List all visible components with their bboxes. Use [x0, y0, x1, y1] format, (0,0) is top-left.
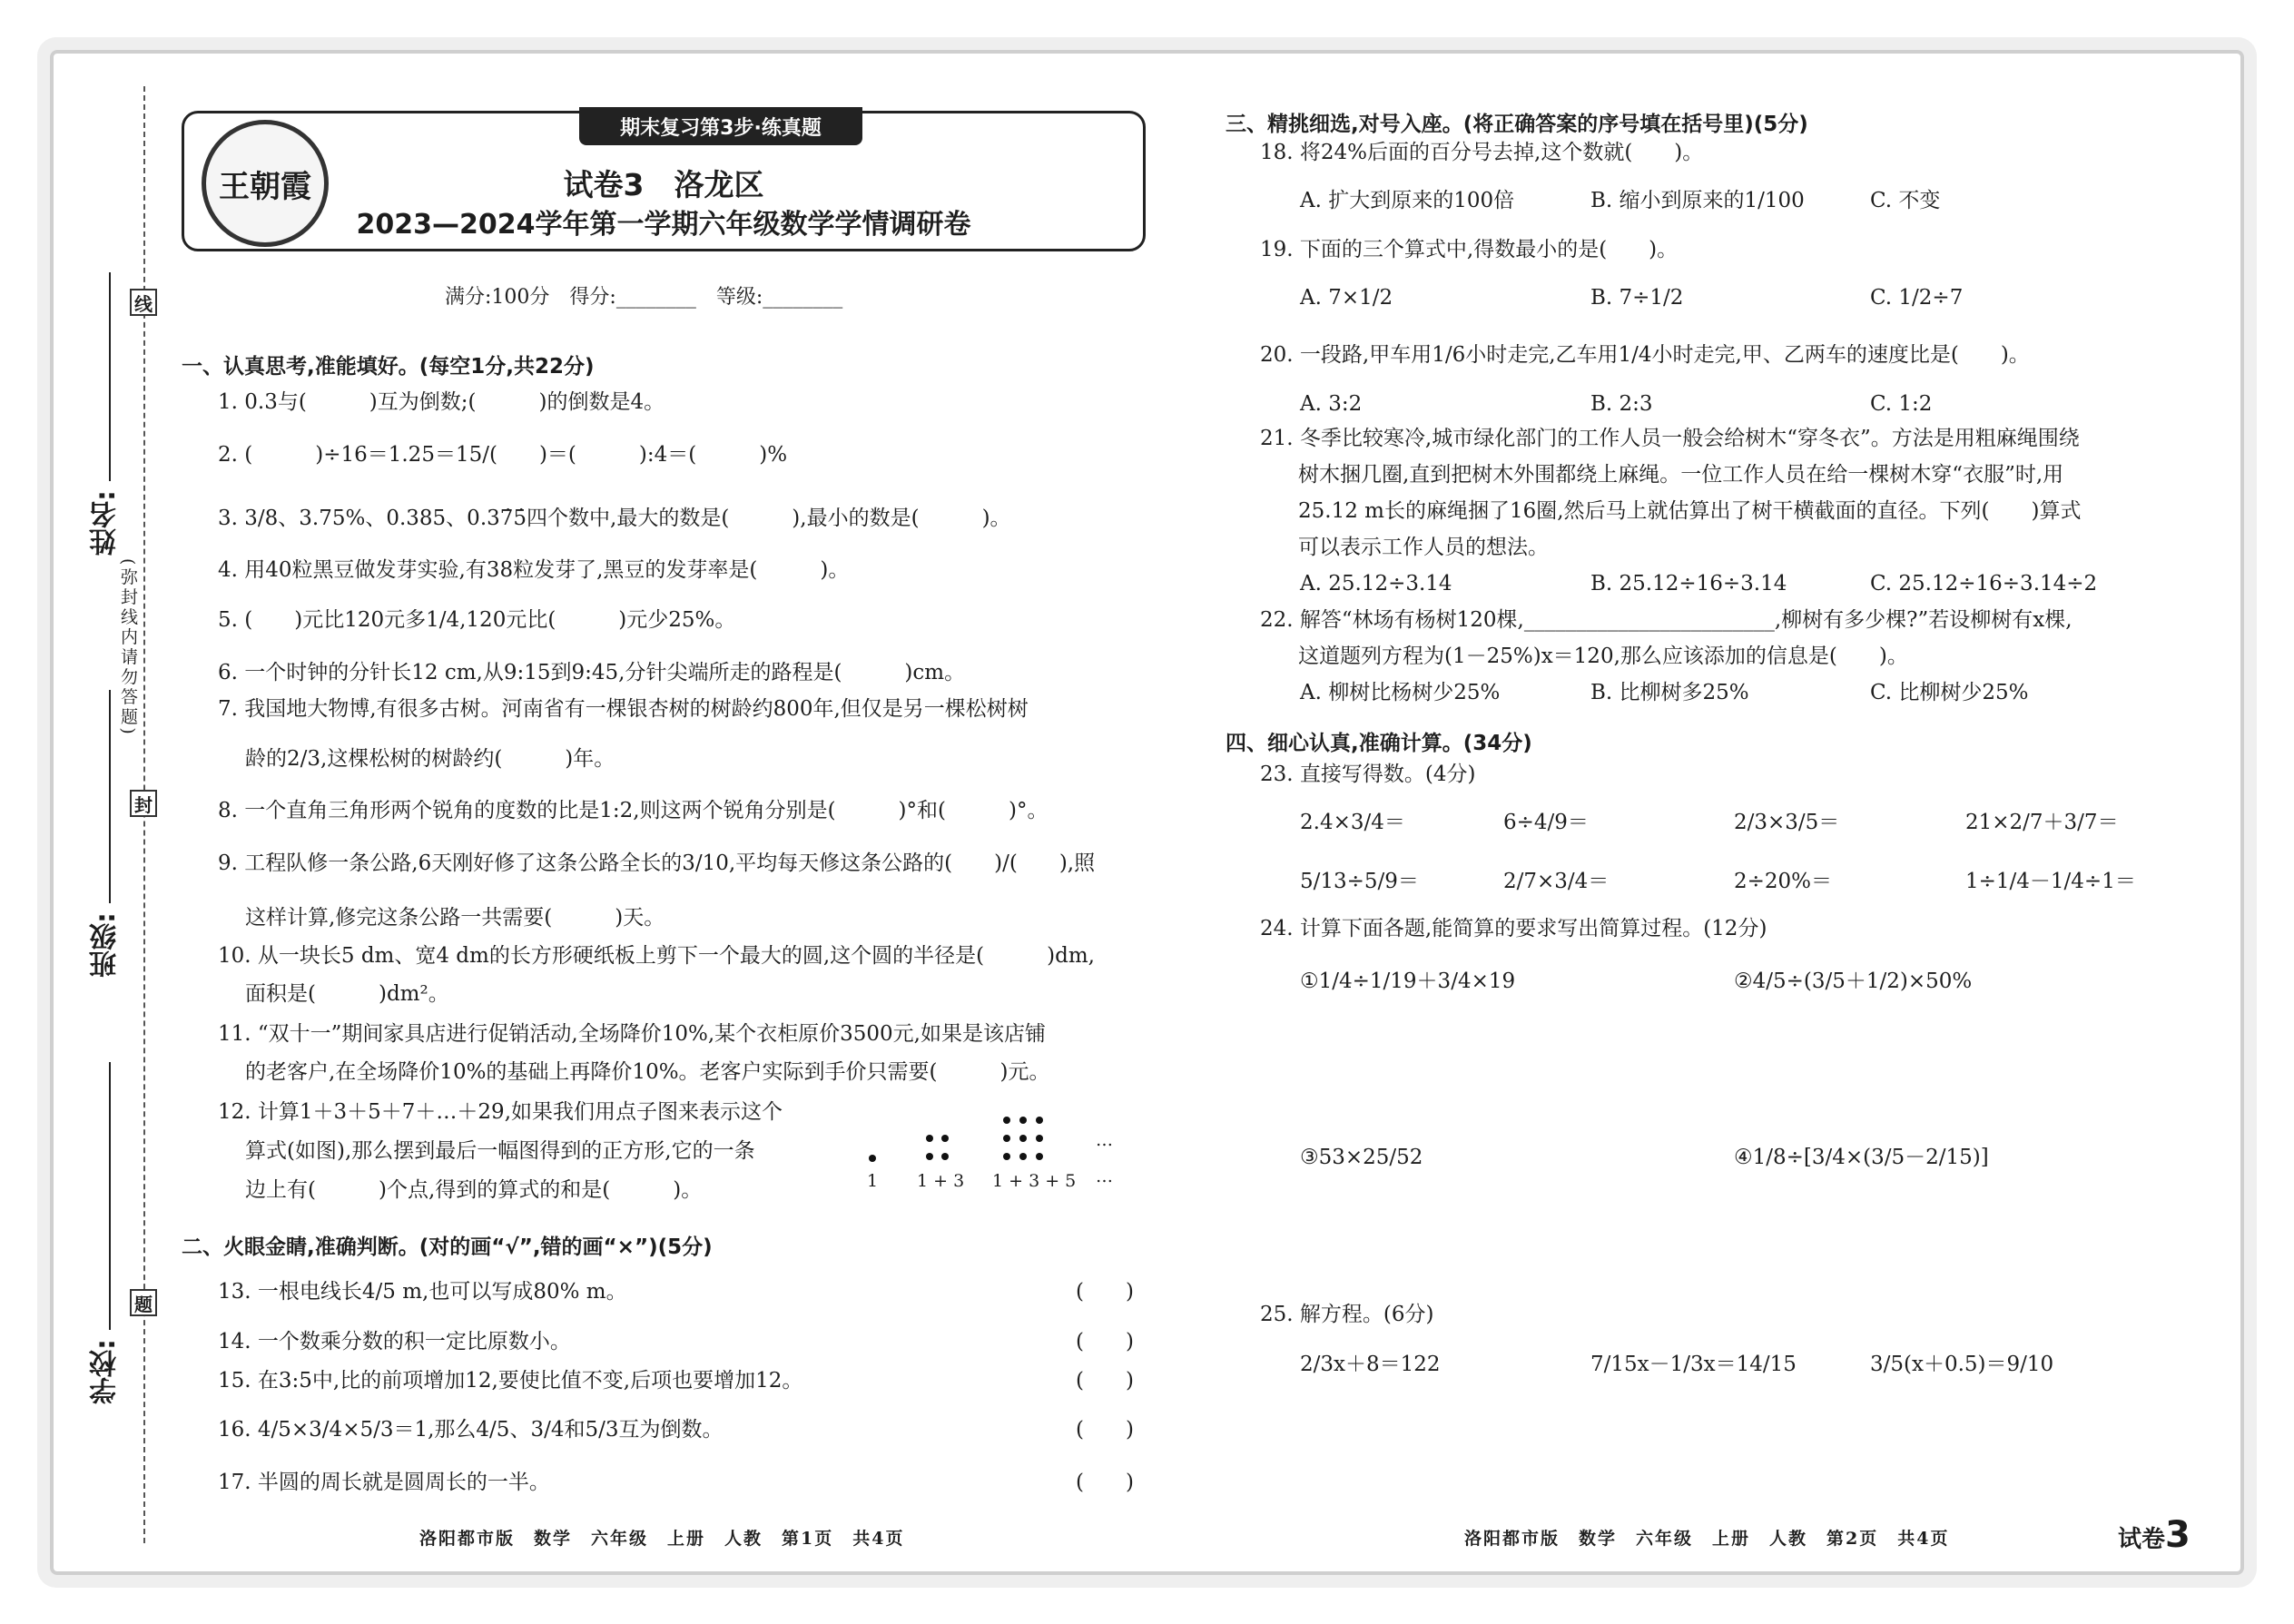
name-line[interactable]: [109, 272, 111, 481]
answer-paren-14[interactable]: ( ): [1076, 1330, 1134, 1353]
question-19: 19. 下面的三个算式中,得数最小的是( )。: [1260, 238, 1679, 261]
question-4: 4. 用40粒黑豆做发芽实验,有38粒发芽了,黑豆的发芽率是( )。: [218, 558, 850, 582]
question-16: 16. 4/5×3/4×5/3＝1,那么4/5、3/4和5/3互为倒数。: [218, 1418, 724, 1442]
q23-item-3: 2/3×3/5＝: [1734, 811, 1840, 834]
dot-label-1: 1: [867, 1171, 879, 1191]
school-line[interactable]: [109, 1062, 111, 1330]
q23-item-2: 6÷4/9＝: [1503, 811, 1589, 834]
dot: [941, 1153, 949, 1160]
q19-option-b: B. 7÷1/2: [1590, 286, 1684, 310]
dot: [1019, 1153, 1027, 1160]
question-22-line-1: 22. 解答“林场有杨树120棵,________________________,柳树有多少棵?”若设柳树有x棵,: [1260, 608, 2072, 632]
dot: [1036, 1153, 1043, 1160]
q23-item-7: 2÷20%＝: [1734, 870, 1833, 893]
seal-note: (弥封线内请勿答题): [118, 558, 138, 737]
page-2-footer: 洛阳都市版 数学 六年级 上册 人教 第2页 共4页: [1464, 1529, 1950, 1549]
dot: [1019, 1117, 1027, 1124]
question-1: 1. 0.3与( )互为倒数;( )的倒数是4。: [218, 390, 665, 414]
question-6: 6. 一个时钟的分针长12 cm,从9:15到9:45,分针尖端所走的路程是( )cm。: [218, 661, 966, 684]
q18-option-c: C. 不变: [1870, 189, 1941, 212]
q22-option-c: C. 比柳树少25%: [1870, 681, 2029, 704]
dot: [1019, 1135, 1027, 1142]
question-7-line-1: 7. 我国地大物博,有很多古树。河南省有一棵银杏树的树龄约800年,但仅是另一棵松树树: [218, 697, 1029, 721]
dot: [926, 1135, 933, 1142]
paper-number-value: 3: [2165, 1514, 2191, 1556]
question-21-line-4: 可以表示工作人员的想法。: [1298, 536, 1549, 559]
exam-subtitle: 2023—2024学年第一学期六年级数学学情调研卷: [356, 209, 971, 241]
feng-mark: 封: [130, 790, 157, 817]
question-21-line-3: 25.12 m长的麻绳捆了16圈,然后马上就估算出了树干横截面的直径。下列( )算式: [1298, 499, 2082, 523]
section-3-title: 三、精挑细选,对号入座。(将正确答案的序号填在括号里)(5分): [1226, 113, 1808, 136]
q18-option-b: B. 缩小到原来的1/100: [1590, 189, 1805, 212]
question-18: 18. 将24%后面的百分号去掉,这个数就( )。: [1260, 141, 1704, 164]
dot: [1003, 1153, 1010, 1160]
question-10-line-2: 面积是( )dm²。: [245, 982, 449, 1006]
q23-item-6: 2/7×3/4＝: [1503, 870, 1610, 893]
question-3: 3. 3/8、3.75%、0.385、0.37̇5̇四个数中,最大的数是( ),最小的数是( )。: [218, 507, 1011, 530]
paper-label: 试卷: [2118, 1526, 2166, 1553]
class-label: 班级:: [90, 912, 122, 978]
question-11-line-2: 的老客户,在全场降价10%的基础上再降价10%。老客户实际到手价只需要( )元。: [245, 1060, 1050, 1084]
name-label: 姓名:: [90, 490, 122, 556]
section-1-title: 一、认真思考,准能填好。(每空1分,共22分): [182, 355, 595, 379]
q25-item-2: 7/15x－1/3x＝14/15: [1590, 1353, 1797, 1376]
dot: [869, 1155, 876, 1162]
hao-mark: 题: [130, 1289, 157, 1316]
q24-item-1: ①1/4÷1/19＋3/4×19: [1300, 969, 1516, 993]
question-8: 8. 一个直角三角形两个锐角的度数的比是1:2,则这两个锐角分别是( )°和( )°。: [218, 799, 1049, 822]
q25-item-1: 2/3x＋8＝122: [1300, 1353, 1441, 1376]
section-4-title: 四、细心认真,准确计算。(34分): [1226, 732, 1532, 755]
q20-option-c: C. 1:2: [1870, 392, 1933, 416]
publisher-logo: 王朝霞: [202, 120, 329, 247]
question-2: 2. ( )÷16＝1.25＝15/( )＝( ):4＝( )%: [218, 443, 788, 467]
answer-paren-17[interactable]: ( ): [1076, 1471, 1134, 1494]
class-line[interactable]: [109, 690, 111, 903]
question-9-line-1: 9. 工程队修一条公路,6天刚好修了这条公路全长的3/10,平均每天修这条公路的( )/( ),照: [218, 851, 1096, 875]
question-13: 13. 一根电线长4/5 m,也可以写成80% m。: [218, 1280, 627, 1304]
paper-number: [2118, 1514, 2191, 1556]
dot-label-3: 1 + 3 + 5: [992, 1171, 1077, 1191]
q25-item-3: 3/5(x＋0.5)＝9/10: [1870, 1353, 2054, 1376]
question-23: 23. 直接写得数。(4分): [1260, 763, 1476, 786]
exam-title: 试卷3 洛龙区: [563, 167, 764, 202]
q23-item-8: 1÷1/4－1/4÷1＝: [1965, 870, 2136, 893]
question-21-line-1: 21. 冬季比较寒冷,城市绿化部门的工作人员一般会给树木“穿冬衣”。方法是用粗麻绳围绕: [1260, 427, 2080, 450]
dot-label-2: 1 + 3: [917, 1171, 965, 1191]
dot: [1036, 1117, 1043, 1124]
question-11-line-1: 11. “双十一”期间家具店进行促销活动,全场降价10%,某个衣柜原价3500元,如果是该店铺: [218, 1022, 1046, 1046]
dot: [1003, 1117, 1010, 1124]
question-5: 5. ( )元比120元多1/4,120元比( )元少25%。: [218, 608, 736, 632]
answer-paren-15[interactable]: ( ): [1076, 1369, 1134, 1393]
question-7-line-2: 龄的2/3,这棵松树的树龄约( )年。: [245, 747, 615, 771]
dot: [941, 1135, 949, 1142]
question-21-line-2: 树木捆几圈,直到把树木外围都绕上麻绳。一位工作人员在给一棵树木穿“衣服”时,用: [1298, 463, 2064, 487]
dot: [1003, 1135, 1010, 1142]
question-20: 20. 一段路,甲车用1/6小时走完,乙车用1/4小时走完,甲、乙两车的速度比是( )。: [1260, 343, 2030, 367]
q21-option-a: A. 25.12÷3.14: [1300, 572, 1452, 595]
dot: [1036, 1135, 1043, 1142]
q21-option-b: B. 25.12÷16÷3.14: [1590, 572, 1787, 595]
question-24: 24. 计算下面各题,能简算的要求写出简算过程。(12分): [1260, 917, 1767, 940]
q20-option-a: A. 3:2: [1300, 392, 1363, 416]
q18-option-a: A. 扩大到原来的100倍: [1300, 189, 1515, 212]
question-12-line-3: 边上有( )个点,得到的算式的和是( )。: [245, 1178, 703, 1202]
question-17: 17. 半圆的周长就是圆周长的一半。: [218, 1471, 550, 1494]
q23-item-4: 21×2/7＋3/7＝: [1965, 811, 2119, 834]
dot: [926, 1153, 933, 1160]
dot-ellipsis-2: …: [1096, 1166, 1113, 1186]
q24-item-2: ②4/5÷(3/5＋1/2)×50%: [1734, 969, 1973, 993]
step-badge: 期末复习第3步·练真题: [579, 107, 862, 145]
answer-paren-13[interactable]: ( ): [1076, 1280, 1134, 1304]
question-15: 15. 在3:5中,比的前项增加12,要使比值不变,后项也要增加12。: [218, 1369, 803, 1393]
q23-item-5: 5/13÷5/9＝: [1300, 870, 1419, 893]
question-12-line-1: 12. 计算1＋3＋5＋7＋…＋29,如果我们用点子图来表示这个: [218, 1100, 783, 1124]
q24-item-4: ④1/8÷[3/4×(3/5－2/15)]: [1734, 1146, 1989, 1169]
dot-pattern-figure: [858, 1107, 1130, 1198]
q22-option-a: A. 柳树比杨树少25%: [1300, 681, 1501, 704]
score-line: 满分:100分 得分:________ 等级:________: [445, 286, 843, 309]
q19-option-c: C. 1/2÷7: [1870, 286, 1964, 310]
xian-mark: 线: [130, 289, 157, 316]
school-label: 学校:: [90, 1339, 122, 1404]
question-9-line-2: 这样计算,修完这条公路一共需要( )天。: [245, 906, 665, 930]
question-10-line-1: 10. 从一块长5 dm、宽4 dm的长方形硬纸板上剪下一个最大的圆,这个圆的半径是( )dm,: [218, 944, 1095, 968]
question-25: 25. 解方程。(6分): [1260, 1303, 1434, 1326]
answer-paren-16[interactable]: ( ): [1076, 1418, 1134, 1442]
q20-option-b: B. 2:3: [1590, 392, 1653, 416]
question-12-line-2: 算式(如图),那么摆到最后一幅图得到的正方形,它的一条: [245, 1139, 755, 1163]
q23-item-1: 2.4×3/4＝: [1300, 811, 1405, 834]
question-22-line-2: 这道题列方程为(1－25%)x＝120,那么应该添加的信息是( )。: [1298, 645, 1908, 668]
section-2-title: 二、火眼金睛,准确判断。(对的画“√”,错的画“×”)(5分): [182, 1235, 713, 1259]
q22-option-b: B. 比柳树多25%: [1590, 681, 1749, 704]
question-14: 14. 一个数乘分数的积一定比原数小。: [218, 1330, 571, 1353]
page-1-footer: 洛阳都市版 数学 六年级 上册 人教 第1页 共4页: [419, 1529, 905, 1549]
q24-item-3: ③53×25/52: [1300, 1146, 1423, 1169]
dot-ellipsis-1: …: [1096, 1130, 1113, 1150]
q19-option-a: A. 7×1/2: [1300, 286, 1393, 310]
q21-option-c: C. 25.12÷16÷3.14÷2: [1870, 572, 2098, 595]
